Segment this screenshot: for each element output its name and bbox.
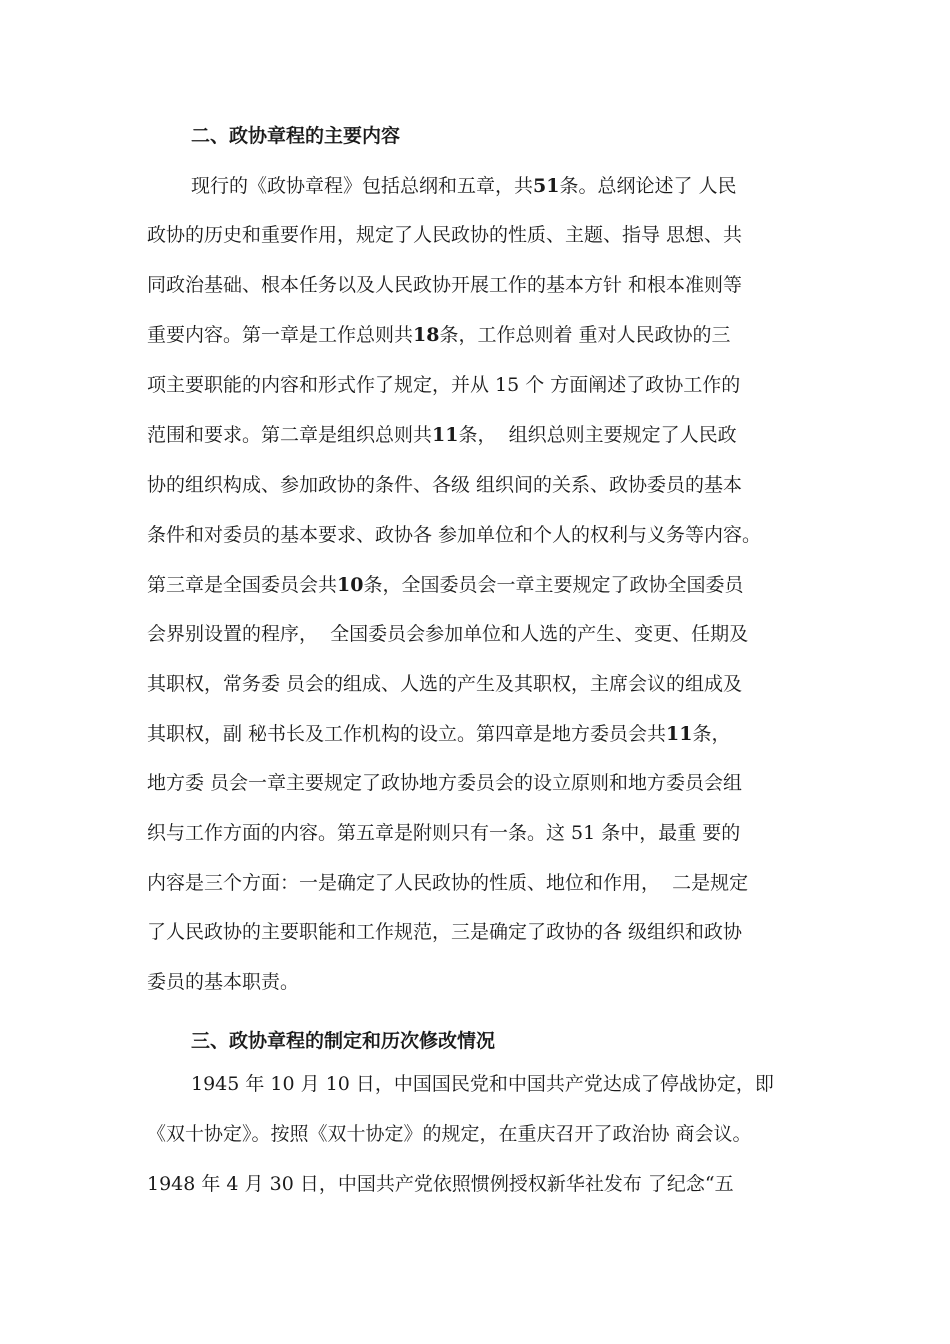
paragraph-line: 《双十协定》。按照《双十协定》的规定，在重庆召开了政治协 商会议。 <box>147 1123 752 1145</box>
section-heading-main-content: 二、政协章程的主要内容 <box>191 125 401 147</box>
paragraph-line: 条件和对委员的基本要求、政协各 参加单位和个人的权利与义务等内容。 <box>147 524 762 546</box>
paragraph-line: 政协的历史和重要作用，规定了人民政协的性质、主题、指导 思想、共 <box>147 224 743 246</box>
paragraph-line: 委员的基本职责。 <box>147 971 300 993</box>
paragraph-line: 地方委 员会一章主要规定了政协地方委员会的设立原则和地方委员会组 <box>147 772 743 794</box>
paragraph-line: 项主要职能的内容和形式作了规定，并从 15 个 方面阐述了政协工作的 <box>147 374 741 396</box>
paragraph-line: 织与工作方面的内容。第五章是附则只有一条。这 51 条中，最重 要的 <box>147 822 741 844</box>
paragraph-line: 现行的《政协章程》包括总纲和五章，共51条。总纲论述了 人民 <box>191 175 737 197</box>
paragraph-line: 了人民政协的主要职能和工作规范，三是确定了政协的各 级组织和政协 <box>147 921 743 943</box>
paragraph-line: 第三章是全国委员会共10条，全国委员会一章主要规定了政协全国委员 <box>147 574 744 596</box>
section-heading-formulation-history: 三、政协章程的制定和历次修改情况 <box>191 1030 496 1052</box>
paragraph-line: 其职权，副 秘书长及工作机构的设立。第四章是地方委员会共11条， <box>147 723 731 745</box>
paragraph-line: 1948 年 4 月 30 日，中国共产党依照惯例授权新华社发布 了纪念“五 <box>147 1173 734 1195</box>
paragraph-line: 会界别设置的程序， 全国委员会参加单位和人选的产生、变更、任期及 <box>147 623 749 645</box>
paragraph-line: 协的组织构成、参加政协的条件、各级 组织间的关系、政协委员的基本 <box>147 474 743 496</box>
paragraph-line: 其职权，常务委 员会的组成、人选的产生及其职权，主席会议的组成及 <box>147 673 743 695</box>
paragraph-line: 同政治基础、根本任务以及人民政协开展工作的基本方针 和根本准则等 <box>147 274 743 296</box>
paragraph-line: 内容是三个方面：一是确定了人民政协的性质、地位和作用， 二是规定 <box>147 872 749 894</box>
paragraph-line: 范围和要求。第二章是组织总则共11条， 组织总则主要规定了人民政 <box>147 424 737 446</box>
paragraph-line: 1945 年 10 月 10 日，中国国民党和中国共产党达成了停战协定，即 <box>191 1073 774 1095</box>
paragraph-line: 重要内容。第一章是工作总则共18条，工作总则着 重对人民政协的三 <box>147 324 731 346</box>
